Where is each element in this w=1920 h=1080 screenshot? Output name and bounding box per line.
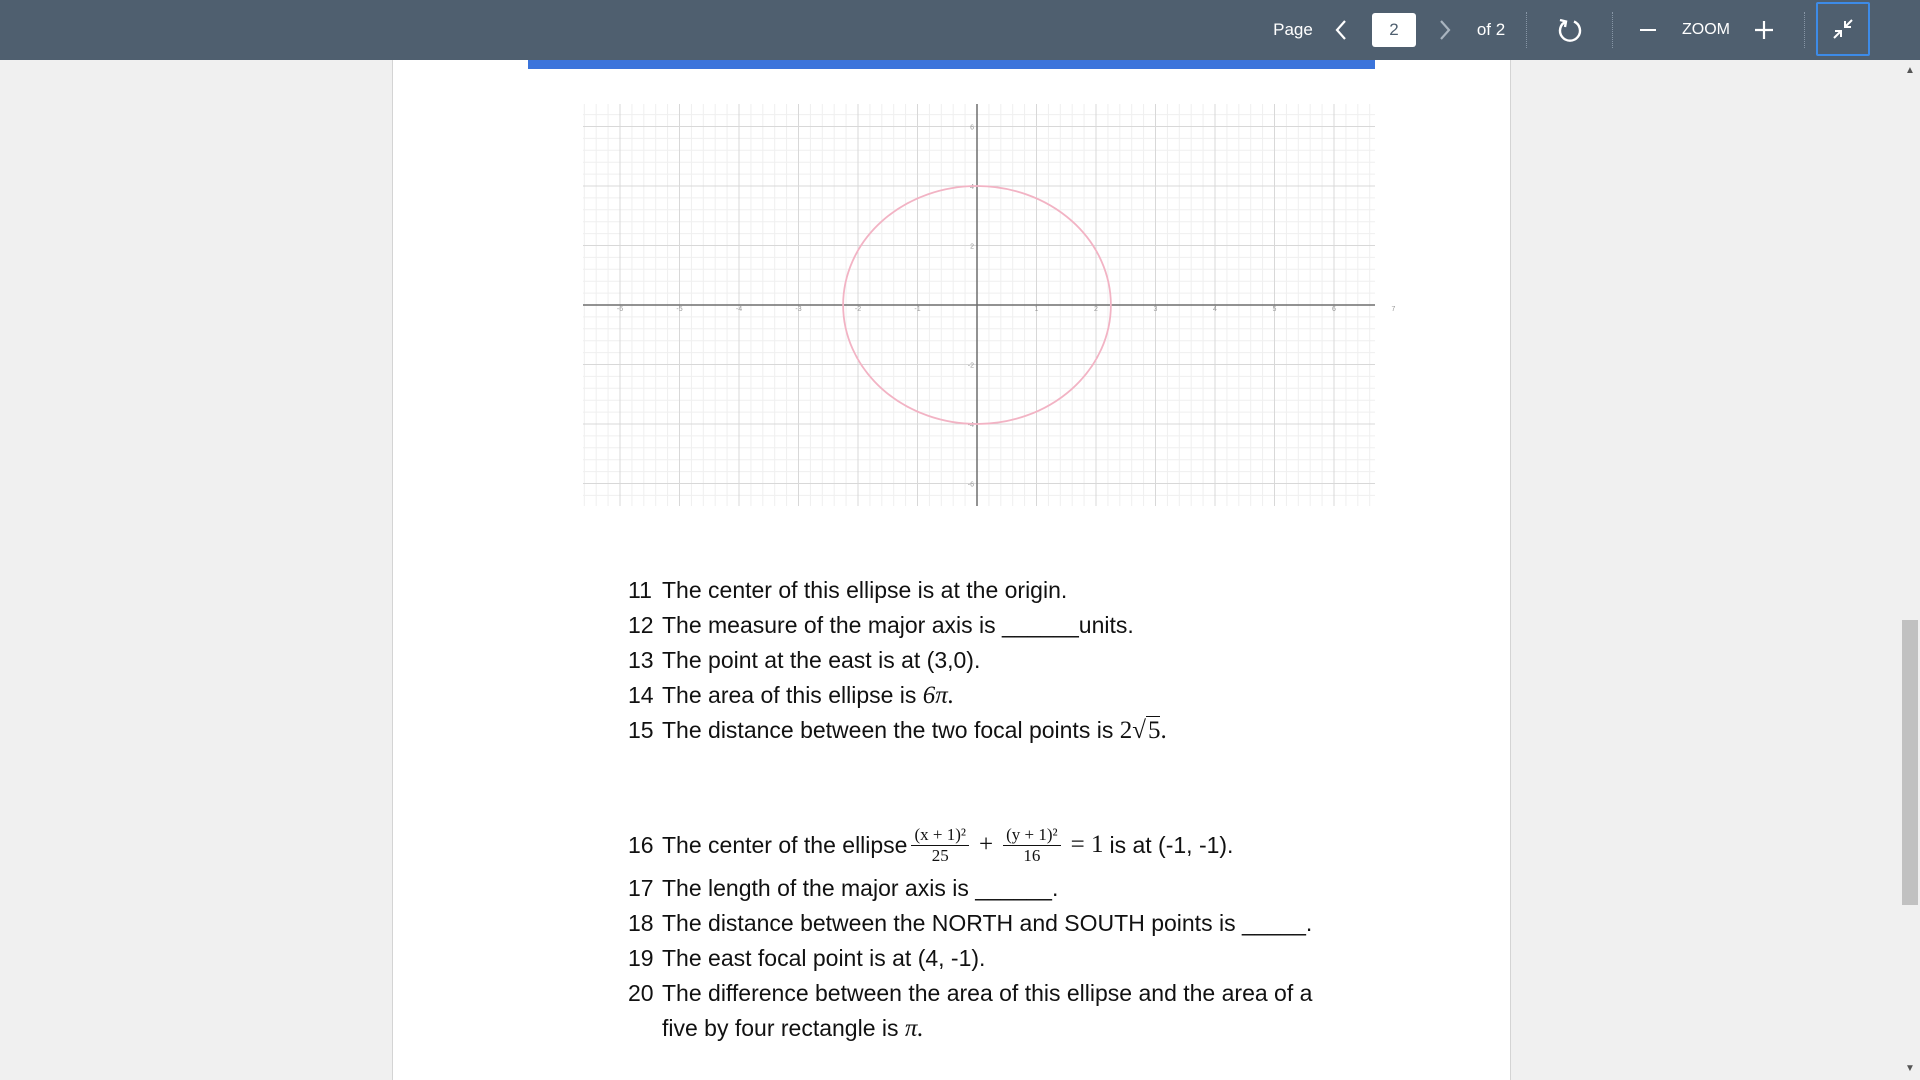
y-tick-label: 2 xyxy=(970,243,974,251)
question-number: 14 xyxy=(628,682,654,708)
sqrt-tail: . xyxy=(1160,717,1167,744)
radicand: 5 xyxy=(1147,717,1161,744)
question-tail: is at (-1, -1). xyxy=(1109,832,1234,858)
math-expression: 6π. xyxy=(922,682,955,709)
y-tick-label: -2 xyxy=(967,362,974,370)
question-text: five by four rectangle is xyxy=(662,1015,905,1041)
question-text: The point at the east is at (3,0). xyxy=(662,647,981,673)
header-accent-bar xyxy=(528,60,1375,69)
viewer-toolbar xyxy=(0,0,1920,60)
chevron-right-icon xyxy=(1438,19,1452,41)
scroll-up-arrow-icon[interactable]: ▲ xyxy=(1905,65,1915,76)
x-tick-label: -6 xyxy=(616,306,624,313)
pi-symbol: π. xyxy=(904,1015,924,1042)
exit-fullscreen-button[interactable] xyxy=(1816,2,1870,56)
question-20 xyxy=(628,976,1388,1011)
x-tick-label: 1 xyxy=(1034,306,1039,313)
question-18 xyxy=(628,906,1388,941)
x-tick-label: -4 xyxy=(735,306,743,313)
toolbar-divider xyxy=(1804,12,1805,48)
chevron-left-icon xyxy=(1334,19,1348,41)
scrollbar-thumb[interactable] xyxy=(1902,620,1918,905)
fraction-numerator: (y + 1)² xyxy=(1003,825,1061,846)
fraction-denominator: 16 xyxy=(1023,845,1041,865)
question-number: 16 xyxy=(628,832,654,858)
question-13 xyxy=(628,643,1388,678)
x-tick-label: -3 xyxy=(795,306,802,313)
question-number: 20 xyxy=(628,980,654,1006)
question-text: The distance between the two focal points is xyxy=(662,717,1120,743)
fraction-denominator: 25 xyxy=(931,845,949,865)
page-number-input[interactable]: 2 xyxy=(1372,13,1416,47)
zoom-in-button[interactable] xyxy=(1752,0,1776,60)
sqrt-expression xyxy=(1120,716,1167,744)
ellipse-graph xyxy=(583,104,1396,506)
question-text: The center of the ellipse xyxy=(662,832,908,858)
vertical-scrollbar[interactable] xyxy=(1898,60,1920,1080)
fraction-numerator: (x + 1)² xyxy=(911,825,969,846)
x-tick-label: 7 xyxy=(1391,306,1396,313)
question-19 xyxy=(628,941,1388,976)
sqrt-coefficient: 2 xyxy=(1119,717,1133,744)
rotate-button[interactable] xyxy=(1552,0,1588,60)
question-14 xyxy=(628,678,1388,713)
question-17 xyxy=(628,871,1388,906)
question-12 xyxy=(628,608,1388,643)
page-count-label: of 2 xyxy=(1476,20,1506,39)
x-tick-label: -1 xyxy=(914,306,921,313)
y-tick-label: -6 xyxy=(967,481,974,489)
fraction-x-term xyxy=(911,825,969,866)
question-text: The measure of the major axis is ______units. xyxy=(662,612,1134,638)
y-tick-label: 4 xyxy=(970,184,974,191)
x-tick-label: 6 xyxy=(1332,306,1336,313)
question-text: The center of this ellipse is at the origin. xyxy=(662,577,1068,603)
fraction-y-term xyxy=(1003,825,1061,866)
radical-sign-icon: √ xyxy=(1132,717,1146,744)
plus-icon xyxy=(1753,19,1775,41)
question-text: The difference between the area of this ellipse and the area of a xyxy=(662,980,1313,1006)
question-16 xyxy=(628,819,1388,871)
question-number: 15 xyxy=(628,717,654,743)
zoom-label: ZOOM xyxy=(1682,21,1730,38)
page-label: Page xyxy=(1273,20,1313,39)
zoom-out-button[interactable] xyxy=(1636,0,1660,60)
question-number: 17 xyxy=(628,875,654,901)
x-tick-label: 4 xyxy=(1213,306,1217,313)
question-number: 11 xyxy=(628,577,652,603)
minus-icon xyxy=(1638,20,1658,40)
collapse-icon xyxy=(1830,16,1856,42)
question-text: The area of this ellipse is xyxy=(662,682,923,708)
x-tick-label: 3 xyxy=(1153,306,1158,313)
question-text: The east focal point is at (4, -1). xyxy=(662,945,986,971)
question-number: 19 xyxy=(628,945,654,971)
y-tick-label: -4 xyxy=(967,422,974,429)
question-20-continuation xyxy=(628,1011,1388,1046)
question-text: The distance between the NORTH and SOUTH points is _____. xyxy=(662,910,1313,936)
question-text: The length of the major axis is ______. xyxy=(662,875,1059,901)
toolbar-divider xyxy=(1612,12,1613,48)
equation-rhs: = 1 xyxy=(1070,831,1104,858)
x-tick-label: 5 xyxy=(1272,306,1277,313)
rotate-icon xyxy=(1557,17,1583,43)
scroll-down-arrow-icon[interactable]: ▼ xyxy=(1905,1063,1915,1074)
x-tick-label: -5 xyxy=(676,306,683,313)
question-number: 12 xyxy=(628,612,654,638)
question-list xyxy=(628,573,1388,1046)
question-15 xyxy=(628,713,1388,748)
question-number: 18 xyxy=(628,910,654,936)
plus-sign: + xyxy=(979,831,994,858)
previous-page-button[interactable] xyxy=(1326,0,1356,60)
toolbar-divider xyxy=(1526,12,1527,48)
question-number: 13 xyxy=(628,647,654,673)
next-page-button[interactable] xyxy=(1430,0,1460,60)
y-tick-label: 6 xyxy=(970,124,974,132)
x-tick-label: 2 xyxy=(1094,306,1098,313)
x-tick-label: -2 xyxy=(854,306,862,313)
question-11 xyxy=(628,573,1388,608)
